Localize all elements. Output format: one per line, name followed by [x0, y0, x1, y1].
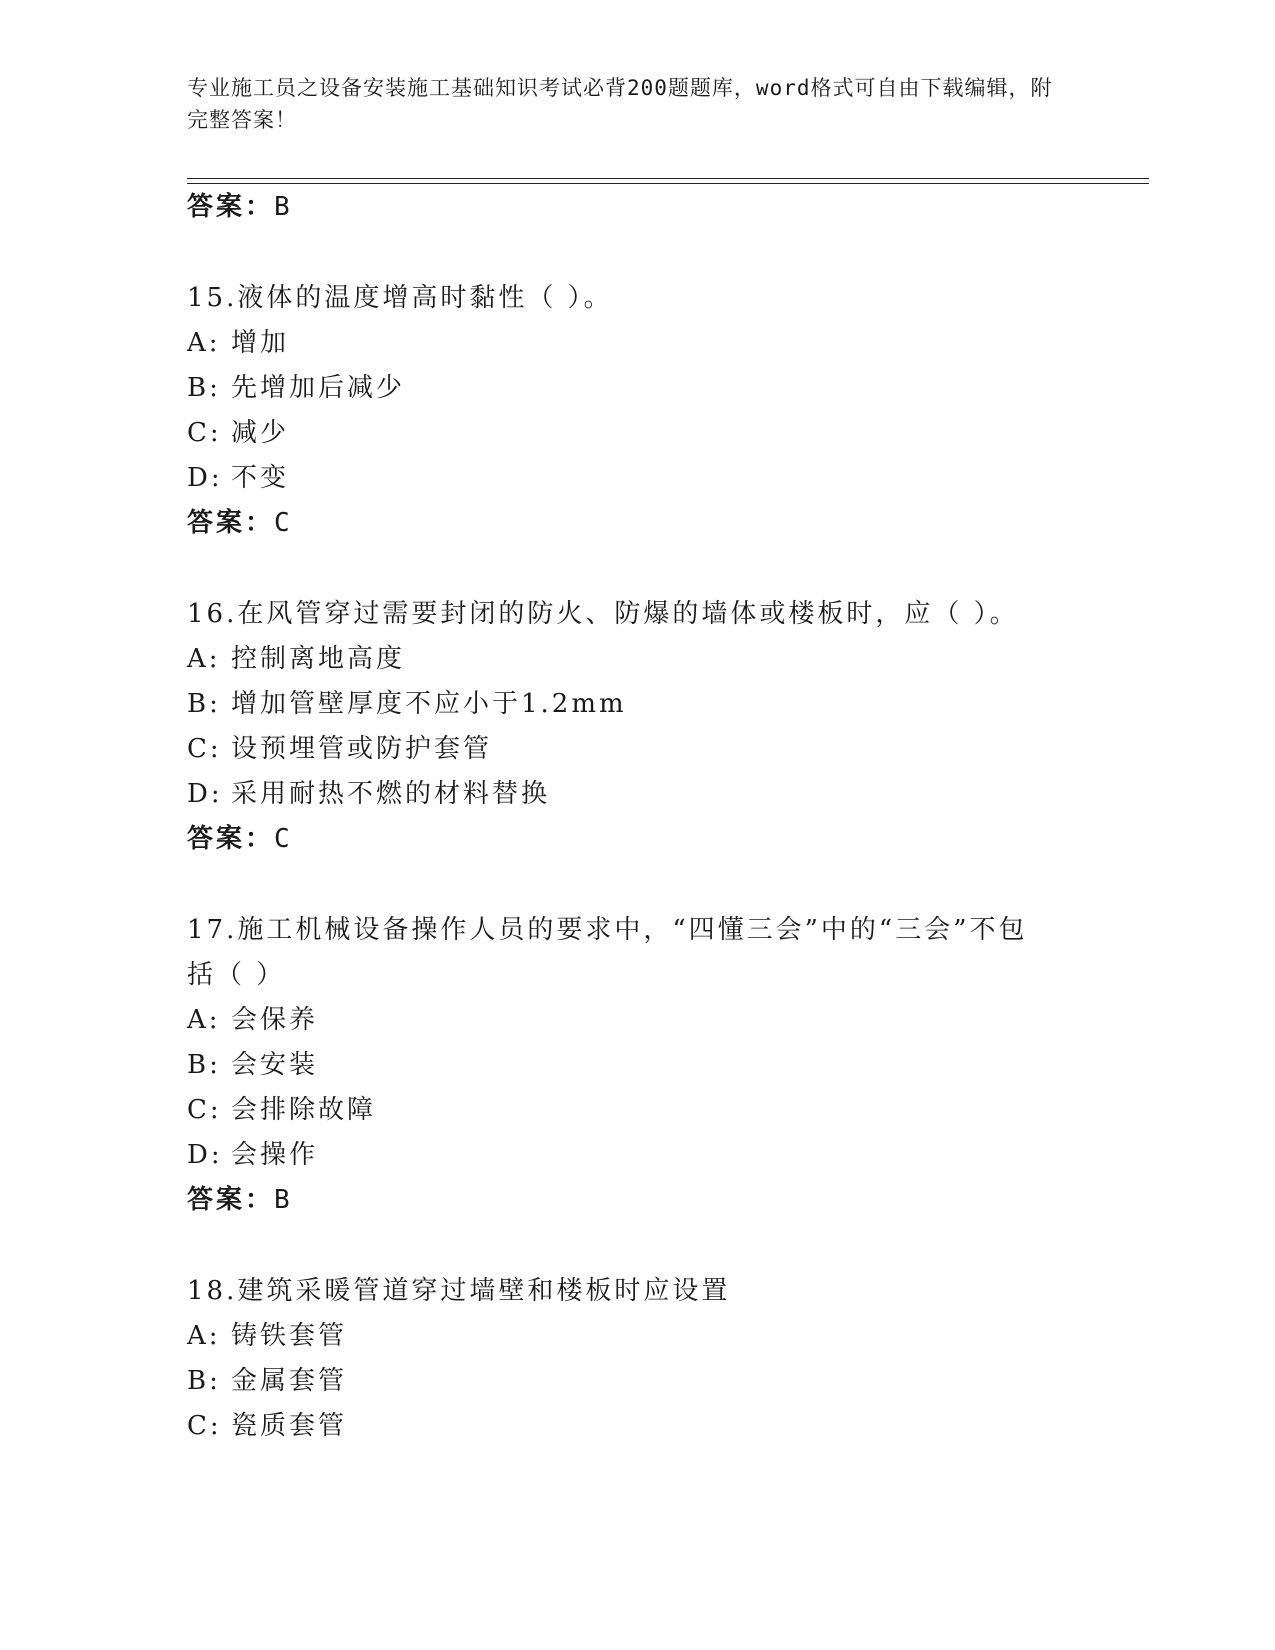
option-letter: B:	[187, 689, 221, 719]
option-line	[187, 326, 289, 360]
option-text: 控制离地高度	[231, 644, 406, 674]
option-line	[187, 777, 550, 811]
answer-line	[187, 822, 291, 856]
option-line	[187, 1003, 318, 1037]
option-letter: D:	[187, 779, 223, 809]
option-line	[187, 371, 405, 405]
option-letter: A:	[187, 644, 221, 674]
header-divider-top	[187, 178, 1149, 179]
option-line	[187, 642, 405, 676]
option-line	[187, 1048, 318, 1082]
question-stem: 17.施工机械设备操作人员的要求中，“四懂三会”中的“三会”不包	[187, 915, 1028, 945]
option-text: 铸铁套管	[231, 1321, 348, 1351]
question-stem: 16.在风管穿过需要封闭的防火、防爆的墙体或楼板时，应（ ）。	[187, 599, 1019, 629]
answer-value: C	[274, 824, 291, 854]
question-stem: 15.液体的温度增高时黏性（ ）。	[187, 283, 613, 313]
option-letter: D:	[187, 1140, 223, 1170]
option-letter: B:	[187, 1050, 221, 1080]
question-stem: 18.建筑采暖管道穿过墙壁和楼板时应设置	[187, 1276, 731, 1306]
option-line	[187, 732, 492, 766]
option-text: 会操作	[231, 1140, 319, 1170]
option-letter: C:	[187, 1095, 222, 1125]
option-letter: D:	[187, 463, 223, 493]
option-text: 金属套管	[231, 1366, 348, 1396]
option-letter: C:	[187, 734, 222, 764]
option-text: 会安装	[231, 1050, 319, 1080]
question-stem-continued: 括（ ）	[187, 960, 286, 990]
answer-label: 答案：	[187, 508, 275, 538]
option-text: 会排除故障	[231, 1095, 377, 1125]
answer-label: 答案：	[187, 192, 275, 222]
option-letter: C:	[187, 1411, 222, 1441]
option-letter: C:	[187, 418, 222, 448]
option-letter: A:	[187, 1321, 221, 1351]
option-line	[187, 1409, 347, 1443]
header-divider-bottom	[187, 183, 1149, 184]
option-text: 会保养	[231, 1005, 319, 1035]
option-text: 设预埋管或防护套管	[231, 734, 493, 764]
option-letter: B:	[187, 1366, 221, 1396]
answer-label: 答案：	[187, 1185, 275, 1215]
option-line	[187, 1138, 318, 1172]
answer-value: B	[274, 1185, 291, 1215]
answer-line	[187, 1183, 291, 1217]
option-line	[187, 461, 289, 495]
option-text: 瓷质套管	[231, 1411, 348, 1441]
option-letter: B:	[187, 373, 221, 403]
answer-line	[187, 506, 291, 540]
option-text: 减少	[231, 418, 290, 448]
option-line	[187, 1364, 347, 1398]
option-line	[187, 1093, 376, 1127]
answer-value: C	[274, 508, 291, 538]
option-letter: A:	[187, 1005, 221, 1035]
document-header: 专业施工员之设备安装施工基础知识考试必背200题题库，word格式可自由下载编辑，附完整答案！	[187, 76, 1053, 132]
option-line	[187, 1319, 347, 1353]
option-text: 不变	[231, 463, 290, 493]
answer-value: B	[274, 192, 291, 222]
option-text: 增加	[231, 328, 290, 358]
option-letter: A:	[187, 328, 221, 358]
option-text: 增加管壁厚度不应小于1.2mm	[231, 689, 627, 719]
option-text: 采用耐热不燃的材料替换	[231, 779, 551, 809]
option-line	[187, 687, 627, 721]
answer-label: 答案：	[187, 824, 275, 854]
option-text: 先增加后减少	[231, 373, 406, 403]
option-line	[187, 416, 289, 450]
answer-line	[187, 190, 291, 224]
